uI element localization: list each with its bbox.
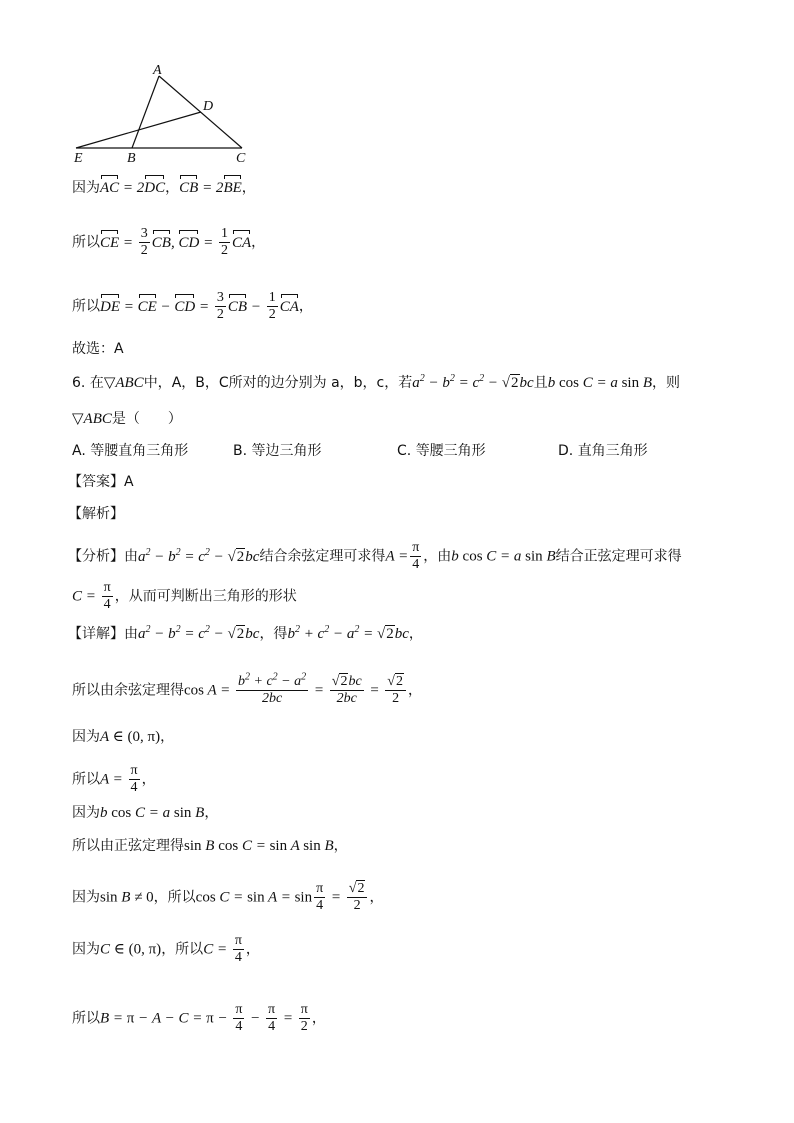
answer-line — [68, 472, 134, 492]
question-6-stem-2: ▽ABC是（ ） — [72, 411, 182, 427]
text: ， — [251, 234, 266, 251]
detail-line-1: 【详解】由$a^2 - b^2 = c^2 - √2bc$，得$b^2 + c^2 - a^2 = √2bc$， — [68, 624, 423, 642]
answer-value: A — [124, 474, 134, 490]
text: ， — [165, 180, 180, 196]
detail-line-given: 因为b cos C = a sin B， — [72, 805, 219, 821]
text: ， — [241, 180, 256, 196]
label-c: C — [236, 151, 246, 166]
text: 在 — [89, 375, 104, 391]
text: 所以 — [72, 298, 100, 315]
text: 因为 — [72, 180, 100, 196]
text: ， — [298, 298, 313, 315]
fenxi-line-2: C = $\frac{\pi}{4}$ ，从而可判断出三角形的形状 — [72, 580, 297, 612]
text: 是（ ） — [111, 411, 182, 427]
detail-line-B-value: 所以B = π − A − C = π − $\frac{\pi}{4}$ − $\frac{\pi}{4}$ = $\frac{\pi}{2}$ ， — [72, 1002, 326, 1034]
text: A，B，C所对的边分别为 a，b，c，若 — [171, 375, 413, 391]
fenxi-line-1: 【分析】由$a^2 - b^2 = c^2 - √2bc$结合余弦定理可求得A = $\frac{\pi}{4}$ ，由b cos C = a sin B结合正弦定理可求得 — [68, 540, 682, 572]
segment-ed — [76, 112, 201, 148]
text: ，则 — [652, 375, 681, 391]
question-number: 6. — [72, 375, 86, 391]
text: 中， — [143, 375, 172, 391]
answer-select-line: 故选：A — [72, 341, 124, 357]
label-a: A — [153, 63, 162, 78]
option-d: D. 直角三角形 — [558, 443, 648, 459]
option-a: A. 等腰直角三角形 — [72, 443, 189, 459]
text: 且 — [533, 375, 548, 391]
line-vector-given: 因为AC = 2DC，CB = 2BE， — [72, 180, 256, 196]
label-d: D — [203, 99, 214, 114]
detail-line-sine-rule: 所以由正弦定理得sin B cos C = sin A sin B， — [72, 838, 348, 854]
question-6-stem: 6. 在▽ABC中，A，B，C所对的边分别为 a，b，c，若$a^2 - b^2 = c^2 - √2bc$且b cos C = a sin B，则 — [72, 373, 681, 391]
detail-line-cosA: 所以由余弦定理得cos A = $\frac{b^2 + c^2 - a^2}{2bc}$ = $\frac{√2bc}{2bc}$ = $\frac{√2}{2}$ ， — [72, 671, 422, 706]
segment-ab — [132, 76, 159, 148]
option-b: B. 等边三角形 — [233, 443, 322, 459]
detail-line-cosC: 因为sin B ≠ 0，所以cos C = sin A = sin $\frac{\pi}{4}$ = $\frac{√2}{2}$ ， — [72, 881, 384, 913]
triangle-figure — [66, 62, 266, 166]
detail-line-A-range: 因为A ∈ (0, π)， — [72, 729, 175, 745]
detail-line-C-value: 因为C ∈ (0, π)，所以C = $\frac{\pi}{4}$ ， — [72, 933, 260, 965]
line-vector-ce-cd: 所以CE = $\frac{3}{2}$ CB, CD = $\frac{1}{2}$ CA， — [72, 226, 266, 258]
label-b: B — [127, 151, 136, 166]
text: 所以 — [72, 234, 100, 251]
option-c: C. 等腰三角形 — [397, 443, 486, 459]
label-e: E — [74, 151, 83, 166]
line-vector-de: 所以DE = CE − CD = $\frac{3}{2}$ CB − $\frac{1}{2}$ CA， — [72, 290, 313, 322]
answer-label: 【答案】 — [68, 474, 124, 490]
detail-line-A-value: 所以A = $\frac{\pi}{4}$ ， — [72, 763, 156, 795]
analysis-label: 【解析】 — [68, 506, 124, 522]
